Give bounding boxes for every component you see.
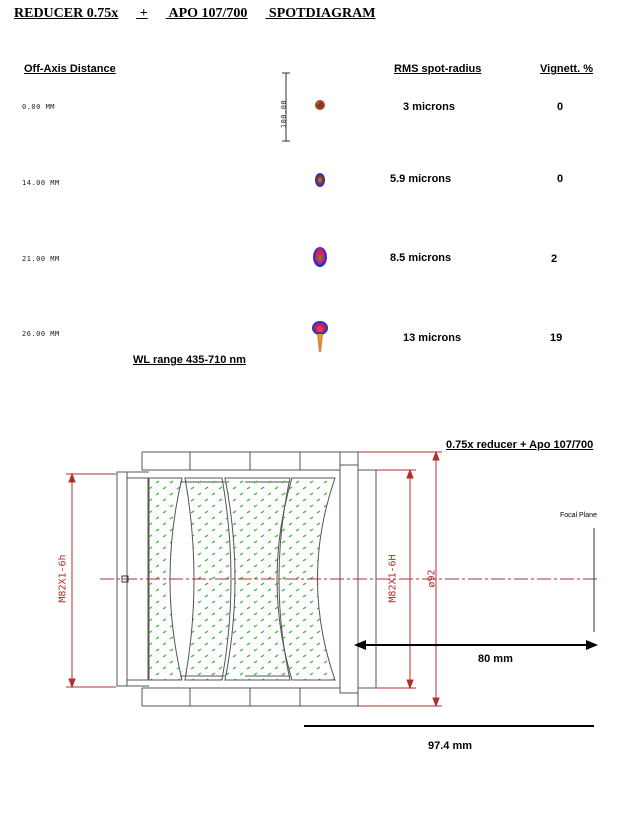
spot-row-1 — [315, 100, 325, 110]
row-4-distance: 26.00 MM — [22, 330, 60, 338]
row-1-rms: 3 microns — [403, 101, 455, 113]
title-part-apo: APO 107/700 — [168, 6, 248, 21]
header-vignetting: Vignett. % — [540, 63, 593, 75]
row-2-distance: 14.00 MM — [22, 179, 60, 187]
spot-row-3 — [313, 247, 327, 267]
focal-plane-label: Focal Plane — [560, 512, 597, 519]
drawing-caption: 0.75x reducer + Apo 107/700 — [446, 439, 594, 451]
row-3-distance: 21.00 MM — [22, 255, 60, 263]
row-2-vignetting: 0 — [557, 173, 564, 185]
row-4-rms: 13 microns — [403, 332, 462, 344]
header-rms-spot-radius: RMS spot-radius — [394, 63, 482, 75]
row-1-distance: 0.00 MM — [22, 103, 56, 111]
row-1-vignetting: 0 — [557, 101, 564, 113]
title-part-plus: + — [139, 6, 148, 21]
thread-right-label: M82X1-6H — [387, 554, 399, 603]
wl-range-label: WL range 435-710 nm — [133, 354, 246, 366]
title-part-reducer: REDUCER 0.75x — [14, 6, 119, 21]
row-2-rms: 5.9 microns — [390, 173, 452, 185]
title-part-spotdiagram: SPOTDIAGRAM — [268, 6, 376, 21]
scale-bar-label: 100.00 — [280, 99, 289, 129]
spot-row-4 — [312, 321, 328, 352]
spot-row-2 — [315, 173, 325, 187]
diameter-label: ø92 — [426, 569, 438, 588]
row-3-vignetting: 2 — [551, 253, 558, 265]
row-4-vignetting: 19 — [550, 332, 563, 344]
header-off-axis-distance: Off-Axis Distance — [24, 63, 116, 75]
row-3-rms: 8.5 microns — [390, 252, 452, 264]
thread-left-label: M82X1-6h — [57, 554, 69, 603]
page-title — [14, 6, 393, 22]
total-length-label: 97.4 mm — [428, 740, 473, 752]
back-focus-label: 80 mm — [478, 653, 513, 665]
